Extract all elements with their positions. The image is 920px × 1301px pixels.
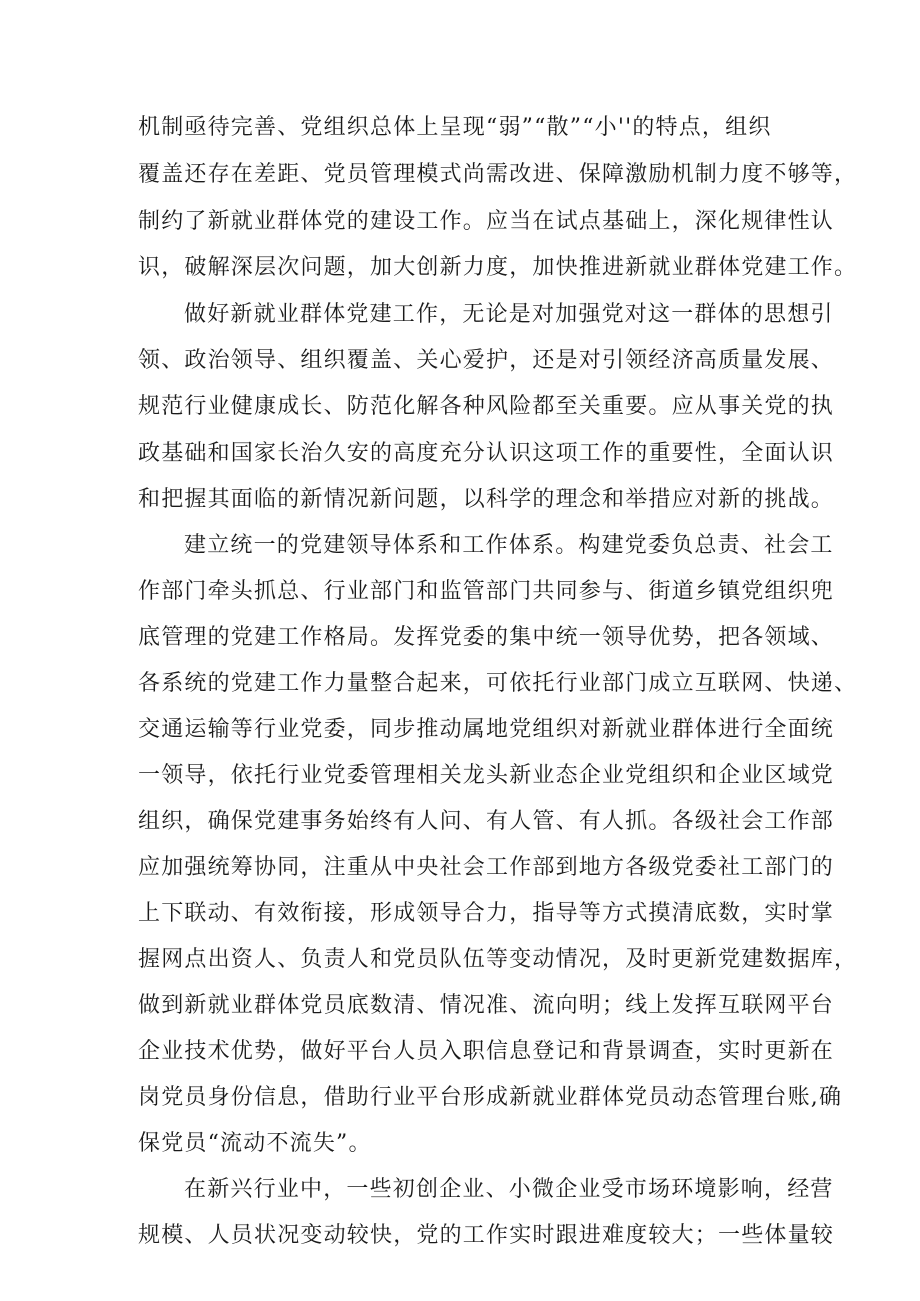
text-line: 组织，确保党建事务始终有人问、有人管、有人抓。各级社会工作部 <box>138 809 835 834</box>
text-line: 一领导，依托行业党委管理相关龙头新业态企业党组织和企业区域党 <box>138 763 835 788</box>
text-line: 制约了新就业群体党的建设工作。应当在试点基础上，深化规律性认 <box>138 209 835 234</box>
text-line: 各系统的党建工作力量整合起来，可依托行业部门成立互联网、快递、 <box>138 671 858 696</box>
text-line: 领、政治领导、组织覆盖、关心爱护，还是对引领经济高质量发展、 <box>138 348 835 373</box>
paragraph-first-line: 建立统一的党建领导体系和工作体系。构建党委负总责、社会工 <box>184 533 834 558</box>
paragraph-first-line: 做好新就业群体党建工作，无论是对加强党对这一群体的思想引 <box>184 302 834 327</box>
text-line: 作部门牵头抓总、行业部门和监管部门共同参与、街道乡镇党组织兜 <box>138 579 835 604</box>
text-line: 政基础和国家长治久安的高度充分认识这项工作的重要性，全面认识 <box>138 441 835 466</box>
text-line: 应加强统筹协同，注重从中央社会工作部到地方各级党委社工部门的 <box>138 855 835 880</box>
text-line: 底管理的党建工作格局。发挥党委的集中统一领导优势，把各领域、 <box>138 625 835 650</box>
text-line: 覆盖还存在差距、党员管理模式尚需改进、保障激励机制力度不够等， <box>138 162 858 187</box>
text-line: 保党员“流动不流失”。 <box>138 1131 372 1156</box>
text-line: 规范行业健康成长、防范化解各种风险都至关重要。应从事关党的执 <box>138 394 835 419</box>
text-line: 和把握其面临的新情况新问题，以科学的理念和举措应对新的挑战。 <box>138 487 835 512</box>
text-line: 企业技术优势，做好平台人员入职信息登记和背景调查，实时更新在 <box>138 1039 835 1064</box>
text-line: 做到新就业群体党员底数清、情况准、流向明；线上发挥互联网平台 <box>138 993 835 1018</box>
text-line: 交通运输等行业党委，同步推动属地党组织对新就业群体进行全面统 <box>138 717 835 742</box>
text-line: 握网点出资人、负责人和党员队伍等变动情况，及时更新党建数据库， <box>138 947 858 972</box>
text-line: 规模、人员状况变动较快，党的工作实时跟进难度较大；一些体量较 <box>138 1223 835 1248</box>
text-line: 岗党员身份信息，借助行业平台形成新就业群体党员动态管理台账,确 <box>138 1085 843 1110</box>
text-line: 上下联动、有效衔接，形成领导合力，指导等方式摸清底数，实时掌 <box>138 901 835 926</box>
paragraph-first-line: 在新兴行业中，一些初创企业、小微企业受市场环境影响，经营 <box>184 1177 834 1202</box>
text-line: 机制亟待完善、党组织总体上呈现“弱”“散”“小''的特点，组织 <box>138 115 772 140</box>
text-line: 识，破解深层次问题，加大创新力度，加快推进新就业群体党建工作。 <box>138 255 858 280</box>
